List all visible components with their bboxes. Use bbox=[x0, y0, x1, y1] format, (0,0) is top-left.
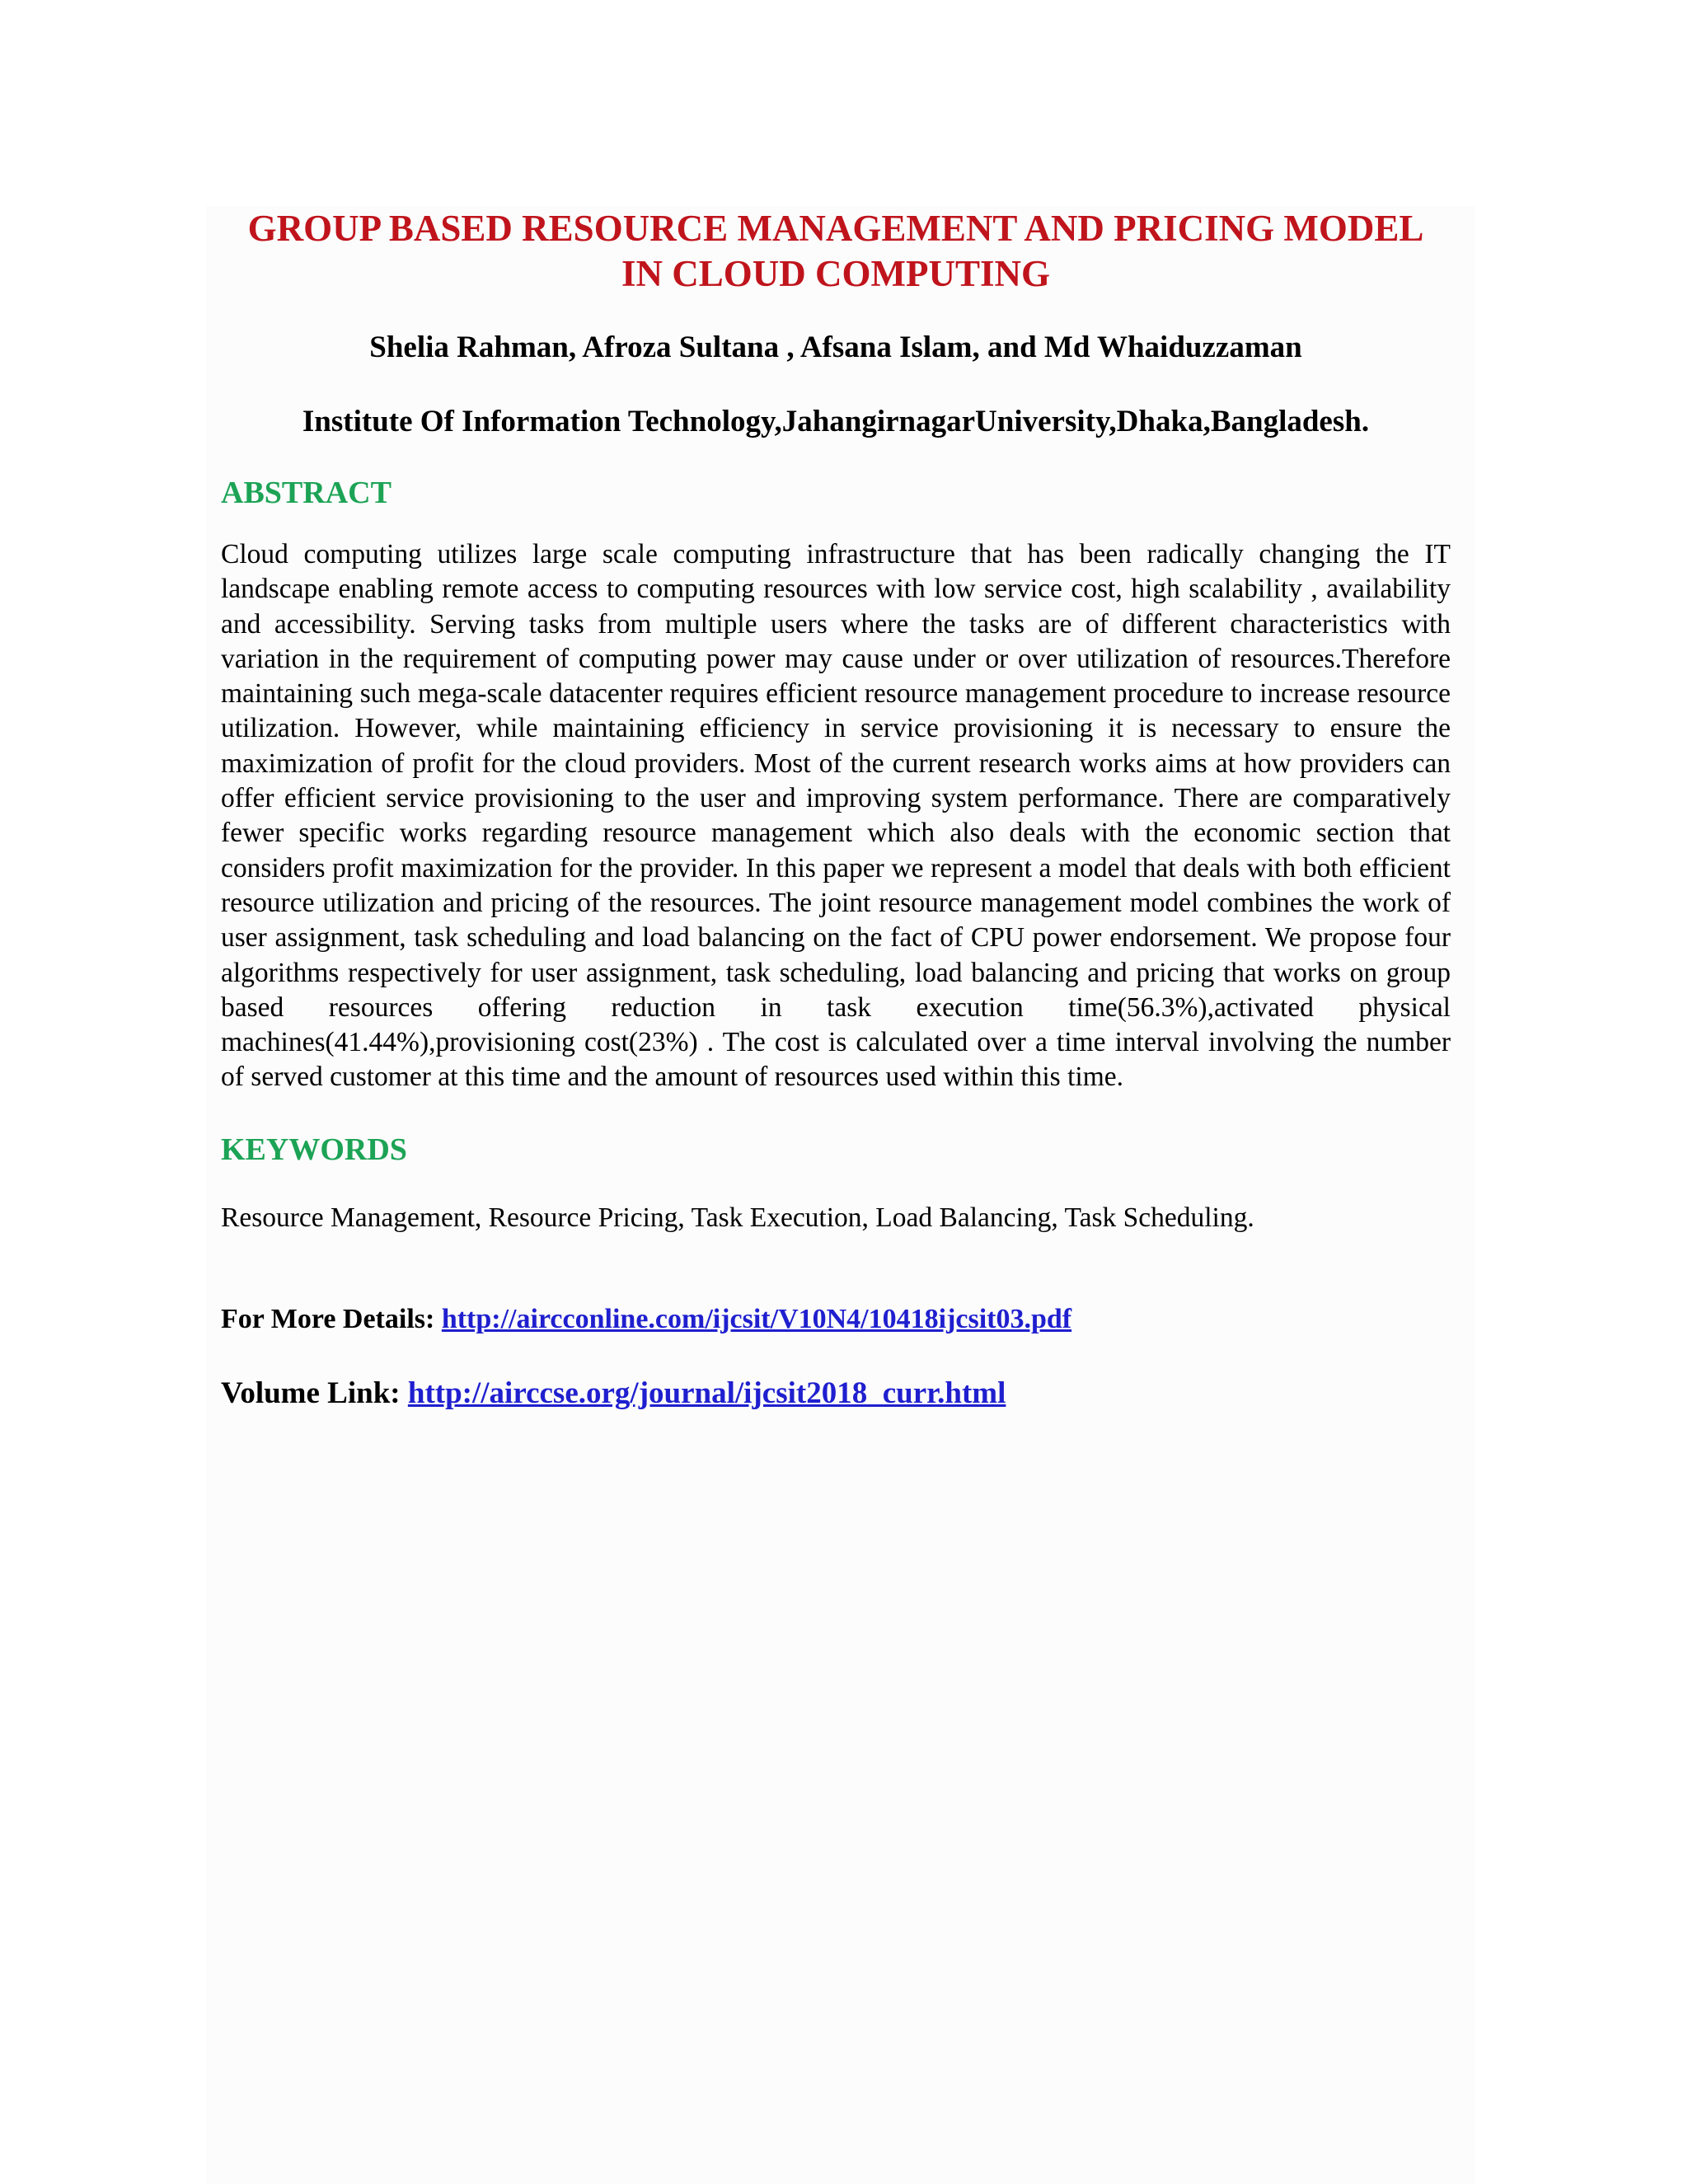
paper-page bbox=[221, 206, 1451, 1413]
volume-link-line bbox=[221, 1374, 1451, 1413]
keywords-heading: KEYWORDS bbox=[221, 1132, 407, 1167]
volume-link[interactable]: http://airccse.org/journal/ijcsit2018_curr.html bbox=[407, 1376, 1006, 1410]
volume-link-label: Volume Link: bbox=[221, 1376, 401, 1410]
abstract-heading: ABSTRACT bbox=[221, 476, 392, 510]
paper-title-line-2: IN CLOUD COMPUTING bbox=[621, 253, 1050, 294]
paper-affiliation: Institute Of Information Technology,JahangirnagarUniversity,Dhaka,Bangladesh. bbox=[302, 405, 1370, 438]
paper-title bbox=[221, 206, 1451, 297]
paper-title-line-1: GROUP BASED RESOURCE MANAGEMENT AND PRICING MODEL bbox=[247, 208, 1424, 249]
paper-authors: Shelia Rahman, Afroza Sultana , Afsana Islam, and Md Whaiduzzaman bbox=[369, 330, 1302, 364]
more-details-label: For More Details: bbox=[221, 1303, 435, 1334]
keywords-list: Resource Management, Resource Pricing, Task Execution, Load Balancing, Task Scheduling. bbox=[221, 1202, 1254, 1233]
abstract-body: Cloud computing utilizes large scale computing infrastructure that has been radically changing the IT landscape enabling remote access to computing resources with low service cost, high scalability , availability and accessibility. Serving tasks from multiple users where the tasks are of different characteristics with variation in the requirement of computing power may cause under or over utilization of resources.Therefore maintaining such mega-scale datacenter requires efficient resource management procedure to increase resource utilization. However, while maintaining efficiency in service provisioning it is necessary to ensure the maximization of profit for the cloud providers. Most of the current research works aims at how providers can offer efficient service provisioning to the user and improving system performance. There are comparatively fewer specific works regarding resource management which also deals with the economic section that considers profit maximization for the provider. In this paper we represent a model that deals with both efficient resource utilization and pricing of the resources. The joint resource management model combines the work of user assignment, task scheduling and load balancing on the fact of CPU power endorsement. We propose four algorithms respectively for user assignment, task scheduling, load balancing and pricing that works on group based resources offering reduction in task execution time(56.3%),activated physical machines(41.44%),provisioning cost(23%) . The cost is calculated over a time interval involving the number of served customer at this time and the amount of resources used within this time. bbox=[221, 539, 1451, 1093]
more-details-link[interactable]: http://aircconline.com/ijcsit/V10N4/10418ijcsit03.pdf bbox=[441, 1303, 1072, 1334]
more-details-line bbox=[221, 1301, 1451, 1338]
